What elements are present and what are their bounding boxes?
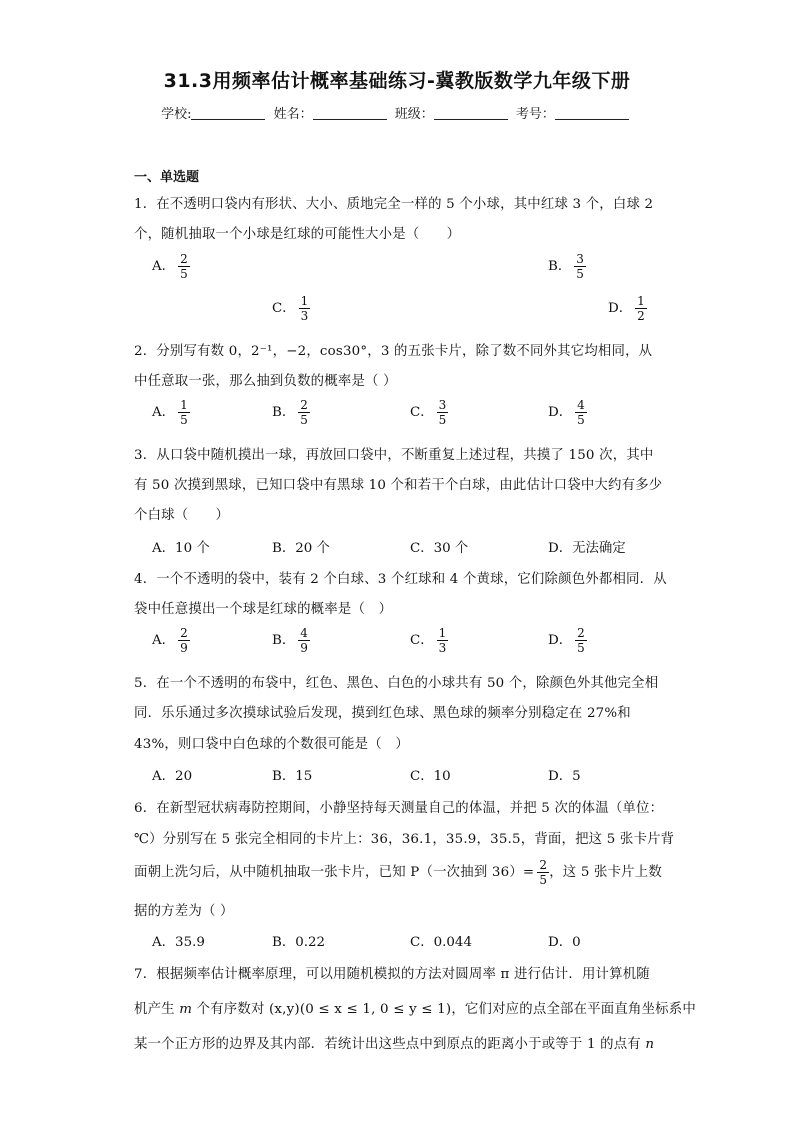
fraction [437,626,449,655]
q6-line-4: 据的方差为（ ） [134,904,234,919]
option-label: C． [410,405,434,420]
q6-line-3 [134,858,664,887]
q6-option-c: C．0.044 [410,935,472,950]
q6-text-a: 面朝上洗匀后，从中随机抽取一张卡片，已知 P（一次抽到 36）= [134,865,535,880]
q4-option-b [272,626,310,655]
denominator: 5 [576,267,584,281]
option-label: B． [272,633,296,648]
school-label: 学校: [161,107,192,122]
denominator: 5 [180,413,188,427]
student-info-line [0,103,794,122]
denominator: 9 [300,641,308,655]
class-blank[interactable] [434,107,508,120]
q5-option-a: A．20 [152,769,193,784]
denominator: 2 [637,309,645,323]
q1-line-1: 1．在不透明口袋内有形状、大小、质地完全一样的 5 个小球，其中红球 3 个，白球 2 [134,197,654,212]
option-label: C． [272,301,296,316]
fraction [299,294,311,323]
q7-line-3 [134,1033,664,1052]
q7-line-2 [134,998,696,1017]
q1-option-a [152,252,190,281]
fraction [574,252,586,281]
denominator: 5 [539,873,548,887]
numerator: 2 [577,626,585,640]
q2-line-2: 中任意取一张，那么抽到负数的概率是（ ） [134,374,397,389]
denominator: 9 [180,641,188,655]
q3-line-1: 3．从口袋中随机摸出一球，再放回口袋中，不断重复上述过程，共摸了 150 次，其中 [134,448,654,463]
q3-option-d: D．无法确定 [548,541,626,556]
option-label: A． [152,259,176,274]
q7-text-b: 个有序数对 (x,y)(0 ≤ x ≤ 1, 0 ≤ y ≤ 1)，它们对应的点全部在平面直角坐标系中 [192,1002,696,1017]
q6-line-2: ℃）分别写在 5 张完全相同的卡片上：36，36.1，35.9，35.5，背面，把这 5 张卡片背 [134,832,675,847]
denominator: 5 [577,641,585,655]
numerator: 2 [180,252,188,266]
q3-line-2: 有 50 次摸到黑球，已知口袋中有黑球 10 个和若干个白球，由此估计口袋中大约有多少 [134,478,663,493]
denominator: 5 [577,413,585,427]
name-label: 姓名： [273,107,313,122]
option-label: A． [152,405,176,420]
number-label: 考号： [515,107,555,122]
fraction [178,626,190,655]
q2-option-b [272,398,310,427]
fraction [178,398,190,427]
q7-var-n: n [645,1037,655,1052]
option-label: D． [548,633,573,648]
q3-option-a: A．10 个 [152,541,210,556]
fraction [298,398,310,427]
option-label: A． [152,633,176,648]
fraction [537,858,549,887]
q2-option-a [152,398,190,427]
option-label: C． [410,633,434,648]
q2-text-b: 2 [251,344,260,359]
numerator: 3 [576,252,584,266]
school-blank[interactable] [191,107,265,120]
q2-text-a: 2．分别写有数 0， [134,344,252,359]
q5-option-d: D．5 [548,769,581,784]
denominator: 5 [180,267,188,281]
q6-option-b: B．0.22 [272,935,326,950]
q3-option-c: C．30 个 [410,541,469,556]
q7-var-m: m [179,1002,193,1017]
class-label: 班级： [394,107,434,122]
denominator: 3 [438,641,447,655]
numerator: 1 [438,626,447,640]
q5-line-1: 5．在一个不透明的布袋中，红色、黑色、白色的小球共有 50 个，除颜色外其他完全相 [134,676,659,691]
q4-option-a [152,626,190,655]
q1-option-c [272,294,310,323]
q7-text-a: 机产生 [134,1002,180,1017]
numerator: 2 [180,626,188,640]
q2-line-1 [134,340,664,359]
q6-line-1: 6．在新型冠状病毒防控期间，小静坚持每天测量自己的体温，并把 5 次的体温（单位： [134,801,664,816]
q1-option-b [548,252,586,281]
q2-option-c [410,398,448,427]
q2-text-c: ⁻¹，−2，cos30°，3 的五张卡片，除了数不同外其它均相同，从 [259,344,653,359]
q1-line-2: 个，随机抽取一个小球是红球的可能性大小是（ ） [134,227,461,242]
q4-option-c [410,626,448,655]
denominator: 5 [300,413,308,427]
denominator: 3 [300,309,309,323]
document-title: 31.3用频率估计概率基础练习-冀教版数学九年级下册 [163,70,631,92]
q5-option-c: C．10 [410,769,451,784]
q5-line-2: 同．乐乐通过多次摸球试验后发现，摸到红色球、黑色球的频率分别稳定在 27%和 [134,706,631,721]
q7-text-c: 某一个正方形的边界及其内部．若统计出这些点中到原点的距离小于或等于 1 的点有 [134,1037,646,1052]
numerator: 2 [539,858,548,872]
name-blank[interactable] [313,107,387,120]
number-blank[interactable] [555,107,629,120]
q7-line-1: 7．根据频率估计概率原理，可以用随机模拟的方法对圆周率 π 进行估计．用计算机随 [134,967,650,982]
numerator: 2 [300,398,308,412]
option-label: D． [608,301,633,316]
q6-option-d: D．0 [548,935,581,950]
option-label: B． [272,405,296,420]
q4-line-1: 4．一个不透明的袋中，装有 2 个白球、3 个红球和 4 个黄球，它们除颜色外都相同．从 [134,572,667,587]
numerator: 4 [300,626,308,640]
q4-option-d [548,626,587,655]
q2-option-d [548,398,587,427]
q5-option-b: B．15 [272,769,313,784]
numerator: 1 [300,294,309,308]
q6-text-b: ，这 5 张卡片上数 [549,865,662,880]
q6-option-a: A．35.9 [152,935,205,950]
fraction [298,626,310,655]
fraction [178,252,190,281]
fraction [575,398,587,427]
fraction [575,626,587,655]
numerator: 1 [637,294,645,308]
section-heading: 一、单选题 [134,170,200,185]
q3-option-b: B．20 个 [272,541,330,556]
denominator: 5 [438,413,447,427]
numerator: 4 [577,398,585,412]
q5-line-3: 43%，则口袋中白色球的个数很可能是（ ） [134,737,409,752]
numerator: 3 [438,398,447,412]
q3-line-3: 个白球（ ） [134,508,230,523]
fraction [635,294,647,323]
q4-line-2: 袋中任意摸出一个球是红球的概率是（ ） [134,602,393,617]
option-label: B． [548,259,572,274]
fraction [437,398,449,427]
option-label: D． [548,405,573,420]
numerator: 1 [180,398,188,412]
q1-option-d [608,294,647,323]
